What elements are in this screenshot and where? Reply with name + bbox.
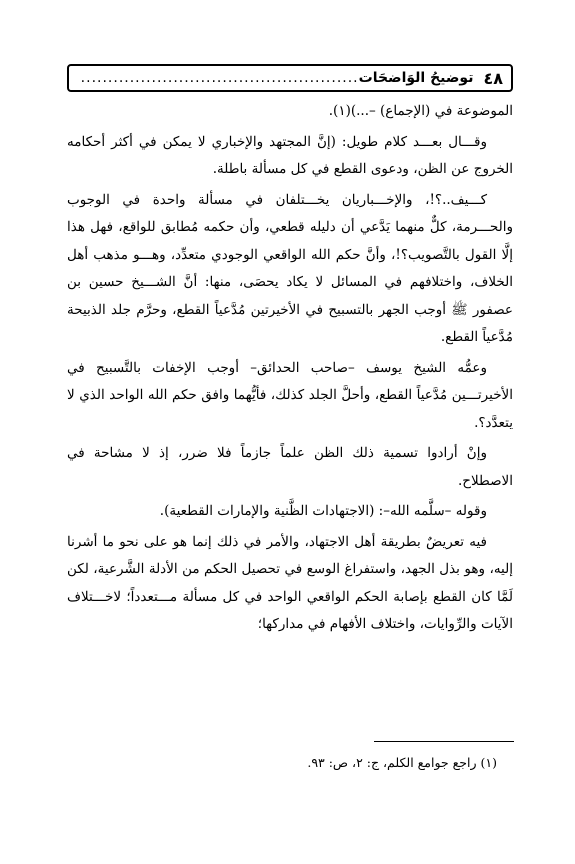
paragraph: وإنْ أرادوا تسمية ذلك الظن علماً جازماً فلا ضرر، إذ لا مشاحة في الاصطلاح. (67, 445, 513, 489)
paragraph: فيه تعريضٌ بطريقة أهل الاجتهاد، والأمر في ذلك إنما هو على نحو ما أشرنا إليه، وهو بذل الجهد، واستفراغ الوسع في تحصيل الحكم من الأدلة الشَّرعية، لكن لَمَّا كان القطع بإصابة الحكم الواقعي الواحد في كل مسألة مـــتعدداً؛ لاخـــتلاف الآيات والرِّوايات، واختلاف الأفهام في مداركها؛ (67, 533, 513, 632)
paragraph: الموضوعة في (الإجماع) –...)(١). (328, 103, 513, 119)
paragraph: وقوله –سلَّمه الله–: (الاجتهادات الظَّنية والإمارات القطعية). (159, 503, 487, 519)
footnote-separator (374, 741, 514, 742)
page-number: ٤٨ (483, 68, 503, 88)
header-leader-dots: ................................................... (80, 70, 359, 86)
paragraph: كـــيف..؟!، والإخـــباريان يخـــتلفان في مسألة واحدة في الوجوب والحـــرمة، كلٌّ منهما يَدَّعي أن دليله قطعي، وأن حكمه مُطابق للواقع، فهل هذا إلَّا القول بالتَّصويب؟!، وأنَّ حكم الله الواقعي الوجودي متعدِّد، وهـــو مذهب أهل الخلاف، واختلافهم في المسائل لا يكاد يحصَى، منها: أنَّ الشـــيخ حسين بن عصفور ﷺ أوجب الجهر بالتسبيح في الأخيرتين مُدَّعياً القطع، وحرَّم جلد الذبيحة مُدَّعياً القطع. (67, 191, 513, 345)
paragraph: وقـــال بعـــد كلام طويل: (إنَّ المجتهد والإخباري لا يمكن في أكثر أحكامه الخروج عن الظن، ودعوى القطع في كل مسألة باطلة. (67, 133, 513, 177)
book-title: توضيحُ الوَاضحَات (358, 70, 474, 86)
body-text (67, 98, 513, 642)
running-header (67, 64, 513, 92)
footnote: (١) راجع جوامع الكلم، ج: ٢، ص: ٩٣. (307, 755, 497, 770)
paragraph: وعمُّه الشيخ يوسف –صاحب الحدائق– أوجب الإخفات بالتَّسبيح في الأخيرتـــين مُدَّعياً القطع، وأحلَّ الجلد كذلك، فأيُّهما وافق حكم الله الواحد الذي لا يتعدَّد؟. (67, 359, 513, 431)
